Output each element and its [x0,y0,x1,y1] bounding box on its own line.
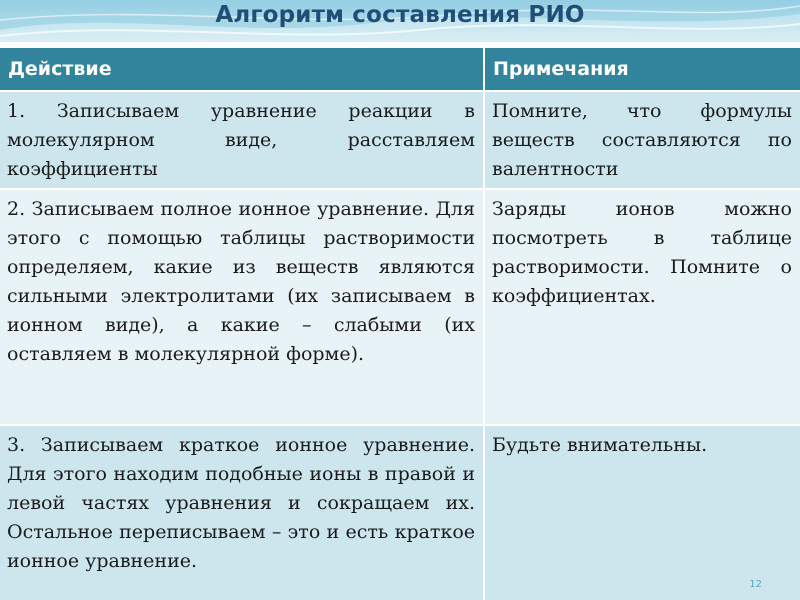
page-number: 12 [749,579,762,590]
algorithm-table [0,48,800,600]
slide-header [0,0,800,42]
step-3-note: Будьте внимательны. [484,425,800,600]
algorithm-table-container [0,48,800,600]
table-header-row [0,48,800,91]
table-row [0,91,800,189]
step-1-action: 1. Записываем уравнение реакции в молекулярном виде, расставляем коэффициенты [0,91,484,189]
table-row [0,189,800,425]
step-2-action: 2. Записываем полное ионное уравнение. Для этого с помощью таблицы растворимости определяем, какие из веществ являются сильными электролитами (их записываем в ионном виде), а какие – слабыми (их оставляем в молекулярной форме). [0,189,484,425]
column-header-notes: Примечания [484,48,800,91]
table-row [0,425,800,600]
step-2-note: Заряды ионов можно посмотреть в таблице растворимости. Помните о коэффициентах. [484,189,800,425]
column-header-action: Действие [0,48,484,91]
step-1-note: Помните, что формулы веществ составляются по валентности [484,91,800,189]
slide-title: Алгоритм составления РИО [215,2,585,28]
step-3-action: 3. Записываем краткое ионное уравнение. Для этого находим подобные ионы в правой и левой частях уравнения и сокращаем их. Остальное переписываем – это и есть краткое ионное уравнение. [0,425,484,600]
